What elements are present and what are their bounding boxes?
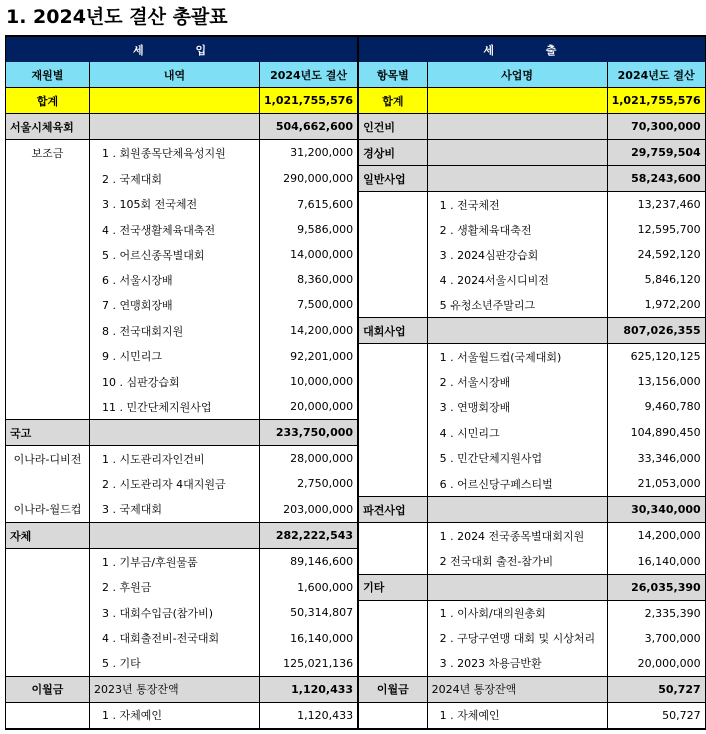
income-amount-cell: 10,000,000 bbox=[260, 369, 359, 394]
income-detail-cell: 3 . 국제대회 bbox=[90, 497, 260, 523]
table-row bbox=[6, 651, 706, 677]
income-source-cell bbox=[6, 344, 90, 370]
income-detail-cell: 3 . 105회 전국체전 bbox=[90, 192, 260, 218]
expense-project-cell: 3 . 연맹회장배 bbox=[427, 394, 607, 420]
table-row bbox=[6, 217, 706, 242]
expense-project-cell: 1 . 자체예인 bbox=[427, 702, 607, 729]
income-detail-cell: 6 . 서울시장배 bbox=[90, 267, 260, 292]
income-detail-cell: 2 . 시도관리자 4대지원금 bbox=[90, 471, 260, 497]
table-row bbox=[6, 600, 706, 626]
income-source-cell: 자체 bbox=[6, 523, 90, 549]
income-detail-cell: 2 . 국제대회 bbox=[90, 166, 260, 192]
expense-amount-cell: 104,890,450 bbox=[607, 420, 705, 446]
income-detail-cell: 8 . 전국대회지원 bbox=[90, 318, 260, 344]
expense-project-cell: 2 전국대회 출전-참가비 bbox=[427, 549, 607, 575]
expense-category-cell bbox=[358, 242, 427, 267]
expense-col-project: 사업명 bbox=[427, 62, 607, 88]
expense-amount-cell: 13,156,000 bbox=[607, 369, 705, 394]
income-source-cell bbox=[6, 217, 90, 242]
table-row bbox=[6, 702, 706, 729]
expense-project-cell bbox=[427, 166, 607, 192]
income-detail-cell: 11 . 민간단체지원사업 bbox=[90, 394, 260, 420]
table-row bbox=[6, 574, 706, 600]
table-row bbox=[6, 549, 706, 575]
expense-category-cell: 인건비 bbox=[358, 114, 427, 140]
income-detail-cell: 1 . 시도관리자인건비 bbox=[90, 446, 260, 472]
section-header-row bbox=[6, 36, 706, 62]
expense-amount-cell: 14,200,000 bbox=[607, 523, 705, 549]
expense-project-cell bbox=[427, 140, 607, 166]
table-row bbox=[6, 292, 706, 318]
income-amount-cell: 1,120,433 bbox=[260, 676, 359, 702]
income-amount-cell: 50,314,807 bbox=[260, 600, 359, 626]
income-detail-cell: 1 . 기부금/후원물품 bbox=[90, 549, 260, 575]
expense-project-cell bbox=[427, 318, 607, 344]
expense-project-cell bbox=[427, 497, 607, 523]
income-col-source: 재원별 bbox=[6, 62, 90, 88]
expense-total-amount: 1,021,755,576 bbox=[607, 88, 705, 114]
income-amount-cell: 1,120,433 bbox=[260, 702, 359, 729]
income-total-label: 합계 bbox=[6, 88, 90, 114]
table-row bbox=[6, 394, 706, 420]
income-amount-cell: 92,201,000 bbox=[260, 344, 359, 370]
expense-amount-cell: 29,759,504 bbox=[607, 140, 705, 166]
income-detail-cell: 5 . 어르신종목별대회 bbox=[90, 242, 260, 267]
expense-category-cell bbox=[358, 471, 427, 497]
expense-project-cell bbox=[427, 114, 607, 140]
income-total-spacer bbox=[90, 88, 260, 114]
table-row bbox=[6, 140, 706, 166]
expense-amount-cell: 5,846,120 bbox=[607, 267, 705, 292]
income-amount-cell: 290,000,000 bbox=[260, 166, 359, 192]
expense-amount-cell: 12,595,700 bbox=[607, 217, 705, 242]
expense-project-cell: 2 . 구당구연맹 대회 및 시상처리 bbox=[427, 626, 607, 651]
expense-project-cell: 2 . 서울시장배 bbox=[427, 369, 607, 394]
expense-amount-cell: 1,972,200 bbox=[607, 292, 705, 318]
expense-amount-cell: 9,460,780 bbox=[607, 394, 705, 420]
income-detail-cell: 4 . 대회출전비-전국대회 bbox=[90, 626, 260, 651]
income-detail-cell: 4 . 전국생활체육대축전 bbox=[90, 217, 260, 242]
income-source-cell bbox=[6, 549, 90, 575]
income-source-cell: 이나라-월드컵 bbox=[6, 497, 90, 523]
expense-category-cell bbox=[358, 600, 427, 626]
income-amount-cell: 28,000,000 bbox=[260, 446, 359, 472]
income-amount-cell: 8,360,000 bbox=[260, 267, 359, 292]
table-row bbox=[6, 166, 706, 192]
expense-project-cell: 1 . 이사회/대의원총회 bbox=[427, 600, 607, 626]
income-detail-cell: 9 . 시민리그 bbox=[90, 344, 260, 370]
expense-amount-cell: 807,026,355 bbox=[607, 318, 705, 344]
income-source-cell: 이월금 bbox=[6, 676, 90, 702]
income-source-cell bbox=[6, 267, 90, 292]
expense-project-cell: 3 . 2024심판강습회 bbox=[427, 242, 607, 267]
income-detail-cell: 7 . 연맹회장배 bbox=[90, 292, 260, 318]
total-row bbox=[6, 88, 706, 114]
income-amount-cell: 20,000,000 bbox=[260, 394, 359, 420]
expense-category-cell bbox=[358, 344, 427, 370]
expense-amount-cell: 58,243,600 bbox=[607, 166, 705, 192]
table-row bbox=[6, 497, 706, 523]
income-col-amount: 2024년도 결산 bbox=[260, 62, 359, 88]
income-detail-cell: 5 . 기타 bbox=[90, 651, 260, 677]
income-source-cell bbox=[6, 318, 90, 344]
income-source-cell bbox=[6, 166, 90, 192]
page-title: 1. 2024년도 결산 총괄표 bbox=[6, 6, 228, 28]
income-source-cell bbox=[6, 471, 90, 497]
table-row bbox=[6, 267, 706, 292]
income-amount-cell: 282,222,543 bbox=[260, 523, 359, 549]
income-detail-cell: 3 . 대회수입금(참가비) bbox=[90, 600, 260, 626]
expense-section-header: 세 출 bbox=[358, 36, 705, 62]
expense-amount-cell: 20,000,000 bbox=[607, 651, 705, 677]
expense-project-cell: 1 . 서울월드컵(국제대회) bbox=[427, 344, 607, 370]
income-detail-cell: 2 . 후원금 bbox=[90, 574, 260, 600]
expense-category-cell: 경상비 bbox=[358, 140, 427, 166]
table-row bbox=[6, 471, 706, 497]
income-source-cell bbox=[6, 292, 90, 318]
income-source-cell: 국고 bbox=[6, 420, 90, 446]
expense-project-cell: 1 . 전국체전 bbox=[427, 192, 607, 218]
income-source-cell: 서울시체육회 bbox=[6, 114, 90, 140]
table-row bbox=[6, 344, 706, 370]
expense-amount-cell: 70,300,000 bbox=[607, 114, 705, 140]
expense-amount-cell: 625,120,125 bbox=[607, 344, 705, 370]
income-detail-cell bbox=[90, 114, 260, 140]
expense-project-cell: 2024년 통장잔액 bbox=[427, 676, 607, 702]
expense-category-cell bbox=[358, 217, 427, 242]
expense-total-spacer bbox=[427, 88, 607, 114]
expense-amount-cell: 33,346,000 bbox=[607, 446, 705, 472]
expense-amount-cell: 16,140,000 bbox=[607, 549, 705, 575]
expense-category-cell bbox=[358, 369, 427, 394]
expense-category-cell: 파견사업 bbox=[358, 497, 427, 523]
income-source-cell bbox=[6, 369, 90, 394]
table-row bbox=[6, 676, 706, 702]
expense-project-cell: 6 . 어르신당구페스티벌 bbox=[427, 471, 607, 497]
expense-category-cell: 기타 bbox=[358, 574, 427, 600]
income-detail-cell: 10 . 심판강습회 bbox=[90, 369, 260, 394]
income-amount-cell: 89,146,600 bbox=[260, 549, 359, 575]
income-total-amount: 1,021,755,576 bbox=[260, 88, 359, 114]
expense-amount-cell: 24,592,120 bbox=[607, 242, 705, 267]
expense-amount-cell: 50,727 bbox=[607, 702, 705, 729]
income-detail-cell: 1 . 회원종목단체육성지원 bbox=[90, 140, 260, 166]
expense-category-cell bbox=[358, 702, 427, 729]
income-amount-cell: 16,140,000 bbox=[260, 626, 359, 651]
expense-category-cell: 이월금 bbox=[358, 676, 427, 702]
table-row bbox=[6, 420, 706, 446]
expense-total-label: 합계 bbox=[358, 88, 427, 114]
expense-amount-cell: 13,237,460 bbox=[607, 192, 705, 218]
income-amount-cell: 203,000,000 bbox=[260, 497, 359, 523]
column-header-row bbox=[6, 62, 706, 88]
income-source-cell bbox=[6, 574, 90, 600]
income-amount-cell: 504,662,600 bbox=[260, 114, 359, 140]
income-amount-cell: 125,021,136 bbox=[260, 651, 359, 677]
income-detail-cell bbox=[90, 420, 260, 446]
income-source-cell bbox=[6, 600, 90, 626]
expense-project-cell: 4 . 2024서울시디비전 bbox=[427, 267, 607, 292]
income-amount-cell: 14,200,000 bbox=[260, 318, 359, 344]
expense-category-cell bbox=[358, 267, 427, 292]
expense-category-cell: 일반사업 bbox=[358, 166, 427, 192]
expense-project-cell: 5 . 민간단체지원사업 bbox=[427, 446, 607, 472]
expense-amount-cell: 30,340,000 bbox=[607, 497, 705, 523]
expense-category-cell bbox=[358, 446, 427, 472]
budget-summary-table bbox=[5, 35, 706, 730]
income-amount-cell: 7,615,600 bbox=[260, 192, 359, 218]
income-amount-cell: 1,600,000 bbox=[260, 574, 359, 600]
expense-project-cell: 5 유청소년주말리그 bbox=[427, 292, 607, 318]
expense-project-cell: 1 . 2024 전국종목별대회지원 bbox=[427, 523, 607, 549]
income-col-detail: 내역 bbox=[90, 62, 260, 88]
expense-col-amount: 2024년도 결산 bbox=[607, 62, 705, 88]
table-row bbox=[6, 446, 706, 472]
expense-amount-cell: 50,727 bbox=[607, 676, 705, 702]
table-row bbox=[6, 626, 706, 651]
expense-col-category: 항목별 bbox=[358, 62, 427, 88]
expense-project-cell bbox=[427, 574, 607, 600]
table-row bbox=[6, 523, 706, 549]
expense-category-cell bbox=[358, 523, 427, 549]
income-amount-cell: 2,750,000 bbox=[260, 471, 359, 497]
expense-amount-cell: 2,335,390 bbox=[607, 600, 705, 626]
expense-amount-cell: 3,700,000 bbox=[607, 626, 705, 651]
table-row bbox=[6, 318, 706, 344]
expense-category-cell bbox=[358, 626, 427, 651]
income-detail-cell: 1 . 자체예인 bbox=[90, 702, 260, 729]
income-source-cell bbox=[6, 242, 90, 267]
income-source-cell: 보조금 bbox=[6, 140, 90, 166]
expense-category-cell bbox=[358, 192, 427, 218]
income-source-cell bbox=[6, 651, 90, 677]
expense-project-cell: 4 . 시민리그 bbox=[427, 420, 607, 446]
income-source-cell bbox=[6, 626, 90, 651]
table-row bbox=[6, 114, 706, 140]
income-amount-cell: 9,586,000 bbox=[260, 217, 359, 242]
income-amount-cell: 31,200,000 bbox=[260, 140, 359, 166]
table-row bbox=[6, 242, 706, 267]
expense-amount-cell: 21,053,000 bbox=[607, 471, 705, 497]
income-amount-cell: 233,750,000 bbox=[260, 420, 359, 446]
income-detail-cell bbox=[90, 523, 260, 549]
expense-project-cell: 3 . 2023 차용금반환 bbox=[427, 651, 607, 677]
income-source-cell bbox=[6, 192, 90, 218]
expense-category-cell bbox=[358, 292, 427, 318]
expense-category-cell bbox=[358, 420, 427, 446]
income-source-cell bbox=[6, 394, 90, 420]
table-row bbox=[6, 369, 706, 394]
expense-category-cell bbox=[358, 549, 427, 575]
income-detail-cell: 2023년 통장잔액 bbox=[90, 676, 260, 702]
expense-category-cell: 대회사업 bbox=[358, 318, 427, 344]
income-section-header: 세 입 bbox=[6, 36, 359, 62]
expense-amount-cell: 26,035,390 bbox=[607, 574, 705, 600]
income-source-cell bbox=[6, 702, 90, 729]
income-source-cell: 이나라-디비전 bbox=[6, 446, 90, 472]
expense-category-cell bbox=[358, 394, 427, 420]
income-amount-cell: 14,000,000 bbox=[260, 242, 359, 267]
expense-category-cell bbox=[358, 651, 427, 677]
table-row bbox=[6, 192, 706, 218]
expense-project-cell: 2 . 생활체육대축전 bbox=[427, 217, 607, 242]
income-amount-cell: 7,500,000 bbox=[260, 292, 359, 318]
